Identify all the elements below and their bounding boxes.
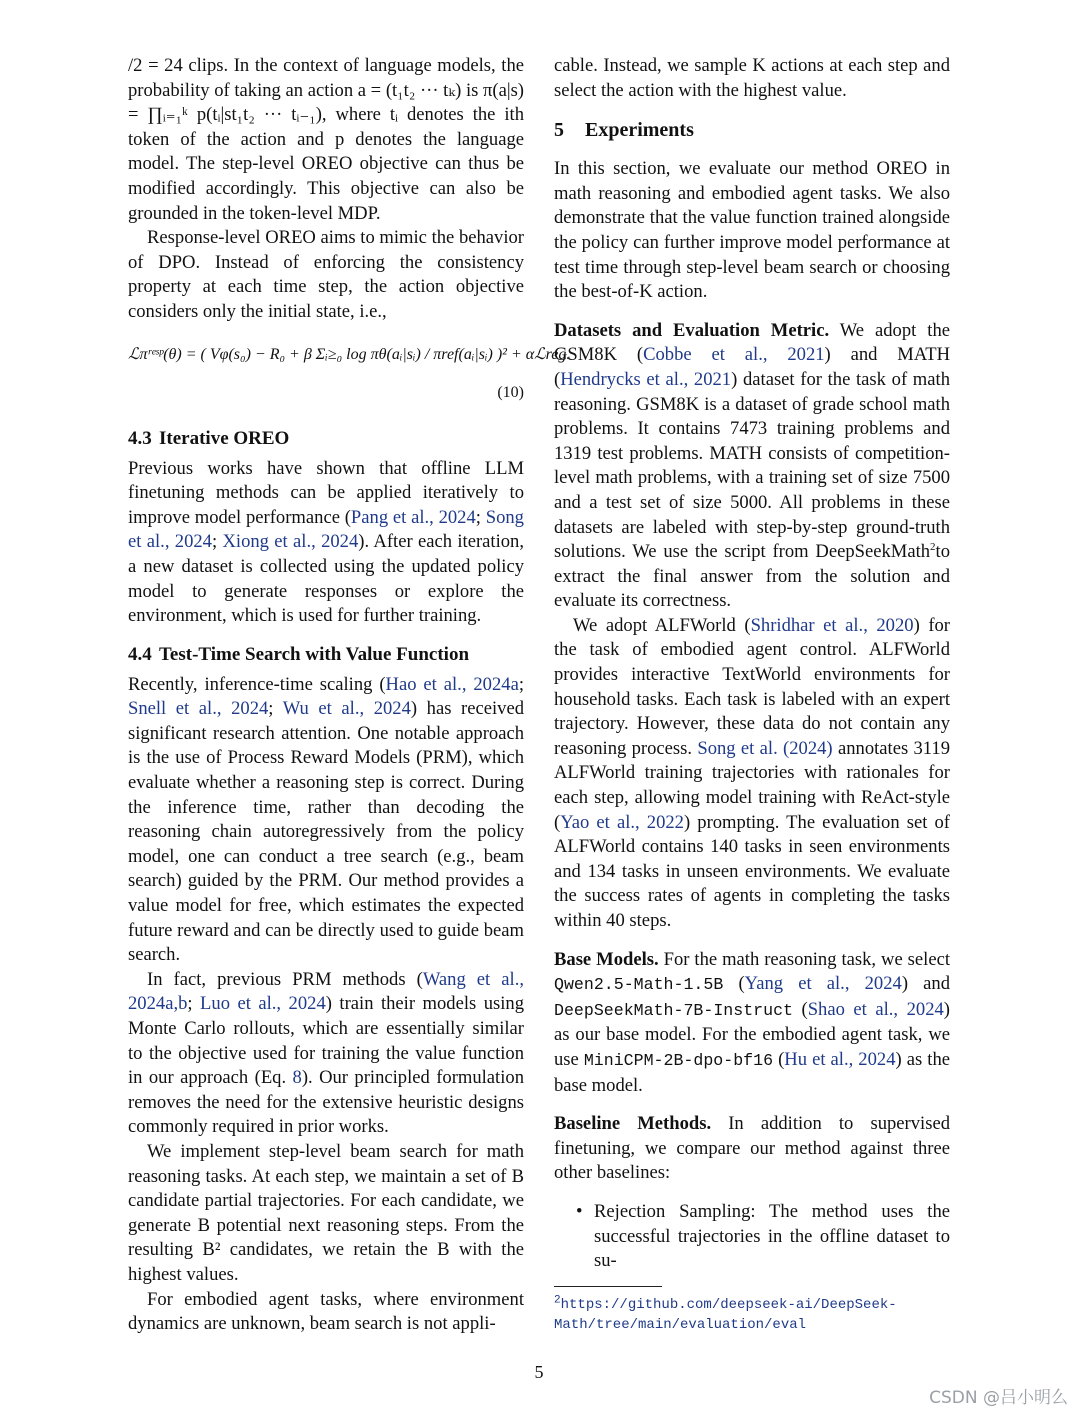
equation-number: (10) — [497, 383, 524, 401]
paragraph-prm: In fact, previous PRM methods (Wang et al., 2024a,b; Luo et al., 2024) train their models using Monte Carlo rollouts, which are essentially similar to the objective used for training the value function in our approach (Eq. 8). Our principled formulation removes the need for the extensive heuristic designs commonly required in prior works. — [128, 968, 524, 1138]
citation-link[interactable]: Shridhar et al., 2020 — [750, 614, 914, 636]
citation-link[interactable]: Hendrycks et al., 2021 — [560, 368, 732, 390]
footnote-url-link[interactable]: https://github.com/deepseek-ai/DeepSeek-Math/tree/main/evaluation/eval — [554, 1296, 897, 1333]
paragraph-baselines: Baseline Methods. In addition to supervised finetuning, we compare our method against three other baselines: — [554, 1113, 950, 1184]
model-name: MiniCPM-2B-dpo-bf16 — [583, 1050, 774, 1070]
section-4-4-heading — [128, 643, 524, 667]
paragraph-test-time: Recently, inference-time scaling (Hao et al., 2024a; Snell et al., 2024; Wu et al., 2024) has received significant research attention. One notable approach is the use of Process Reward Models (PRM), which evaluate whether a reasoning step is correct. During the inference time, rather than decoding the reasoning chain autoregressively from the policy model, one can conduct a tree search (e.g., beam search) guided by the PRM. Our method provides a value model for free, which estimates the expected future reward and can be directly used to guide beam search. — [128, 673, 524, 966]
equation-body: ℒπʳᵉˢᵖ(θ) = ( Vφ(s₀) − R₀ + β Σᵢ≥₀ log πθ(aᵢ|sᵢ) / πref(aᵢ|sᵢ) )² + αℒreg. — [128, 345, 571, 363]
model-name: DeepSeekMath-7B-Instruct — [554, 1000, 793, 1020]
section-5-heading — [554, 117, 950, 143]
run-in-heading: Baseline Methods. — [554, 1113, 712, 1135]
equation-ref-link[interactable]: 8 — [292, 1067, 302, 1089]
paragraph-iterative: Previous works have shown that offline LLM finetuning methods can be applied iteratively to improve model performance (Pang et al., 2024; Song et al., 2024; Xiong et al., 2024). After each iteration, a new dataset is collected using the updated policy model to generate responses or explore the environment, which is used for further training. — [128, 457, 524, 627]
citation-link[interactable]: Wu et al., 2024 — [282, 698, 411, 720]
citation-link[interactable]: Hu et al., 2024 — [784, 1048, 896, 1070]
paragraph-response-level: Response-level OREO aims to mimic the behavior of DPO. Instead of enforcing the consistency property at each time step, the action objective considers only the initial state, i.e., — [128, 227, 524, 322]
paragraph-continuation: cable. Instead, we sample K actions at each step and select the action with the highest value. — [554, 55, 950, 101]
citation-link[interactable]: Song et al. (2024) — [697, 737, 833, 759]
run-in-heading: Base Models. — [554, 948, 659, 970]
model-name: Qwen2.5-Math-1.5B — [554, 975, 724, 995]
section-number: 4.4 — [128, 643, 152, 665]
footnote — [554, 1295, 950, 1335]
citation-link[interactable]: Yang et al., 2024 — [744, 973, 902, 995]
citation-link[interactable]: Shao et al., 2024 — [807, 998, 944, 1020]
footnote-marker[interactable]: 2 — [930, 540, 936, 553]
section-title: Iterative OREO — [159, 427, 290, 449]
citation-link[interactable]: Yao et al., 2022 — [560, 811, 684, 833]
paragraph-continuation: /2 = 24 clips. In the context of language models, the probability of taking an action a = (t₁t₂ ··· tₖ) is π(a|s) = ∏ᵢ₌₁ᵏ p(tᵢ|st₁t₂ ··· tᵢ₋₁), where tᵢ denotes the ith token of the action and p denotes the language model. The step-level OREO objective can thus be modified accordingly. This objective can also be grounded in the token-level MDP. — [128, 55, 524, 224]
section-number: 5 — [554, 119, 564, 142]
paragraph-datasets: Datasets and Evaluation Metric. We adopt the GSM8K (Cobbe et al., 2021) and MATH (Hendrycks et al., 2021) dataset for the task of math reasoning. GSM8K is a dataset of grade school math problems. It contains 7473 training problems and 1319 test problems. MATH consists of competition-level math problems, with a training set of size 7500 and a test set of size 5000. All problems in these datasets are labeled with step-by-step ground-truth solutions. We use the script from DeepSeekMath$^2$to extract the final answer from the solution and evaluate its correctness. — [554, 319, 950, 612]
paragraph-beam-search: We implement step-level beam search for math reasoning tasks. At each step, we maintain a set of B candidate partial trajectories. For each candidate, we generate B potential next reasoning steps. From the resulting B² candidates, we retain the B with the highest values. — [128, 1140, 524, 1285]
citation-link[interactable]: Xiong et al., 2024 — [222, 531, 359, 553]
watermark: CSDN @吕小明么 — [929, 1388, 1068, 1408]
section-number: 4.3 — [128, 427, 152, 449]
footnote-marker: 2 — [554, 1294, 561, 1307]
citation-link[interactable]: Snell et al., 2024 — [128, 698, 269, 720]
run-in-heading: Datasets and Evaluation Metric. — [554, 319, 830, 341]
page-number: 5 — [534, 1362, 544, 1382]
section-4-3-heading — [128, 427, 524, 451]
list-item: • Rejection Sampling: The method uses the successful trajectories in the offline dataset to su- — [594, 1200, 950, 1274]
footnote-rule — [554, 1286, 662, 1287]
citation-link[interactable]: Song et al., 2024 — [128, 506, 524, 553]
paragraph-experiments-intro: In this section, we evaluate our method OREO in math reasoning and embodied agent tasks. We also demonstrate that the value function trained alongside the policy can further improve model performance at test time through step-level beam search or choosing the best-of-K action. — [554, 158, 950, 303]
section-title: Experiments — [585, 119, 694, 142]
paragraph-alfworld: We adopt ALFWorld (Shridhar et al., 2020) for the task of embodied agent control. ALFWorld provides interactive TextWorld environments for household tasks. Each task is labeled with an expert trajectory. However, these data do not contain any reasoning process. Song et al. (2024) annotates 3119 ALFWorld training trajectories with rationales for each step, allowing model training with ReAct-style (Yao et al., 2022) prompting. The evaluation set of ALFWorld contains 140 tasks in seen environments and 134 tasks in unseen environments. We evaluate the success rates of agents in completing the tasks within 40 steps. — [554, 614, 951, 931]
baseline-list — [554, 1200, 950, 1274]
citation-link[interactable]: Cobbe et al., 2021 — [643, 344, 825, 366]
citation-link[interactable]: Luo et al., 2024 — [200, 993, 326, 1015]
citation-link[interactable]: Hao et al., 2024a — [385, 673, 519, 695]
left-column — [128, 54, 571, 1337]
right-column — [554, 54, 950, 1335]
equation-10 — [128, 335, 571, 413]
citation-link[interactable]: Wang et al., 2024a,b — [128, 968, 524, 1015]
paragraph-embodied: For embodied agent tasks, where environment dynamics are unknown, beam search is not appli- — [128, 1288, 524, 1335]
citation-link[interactable]: Pang et al., 2024 — [350, 506, 476, 528]
paragraph-base-models: Base Models. For the math reasoning task, we select Qwen2.5-Math-1.5B (Yang et al., 2024) and DeepSeekMath-7B-Instruct (Shao et al., 2024) as our base model. For the embodied agent task, we use MiniCPM-2B-dpo-bf16 (Hu et al., 2024) as the base model. — [554, 948, 951, 1096]
section-title: Test-Time Search with Value Function — [159, 643, 470, 665]
